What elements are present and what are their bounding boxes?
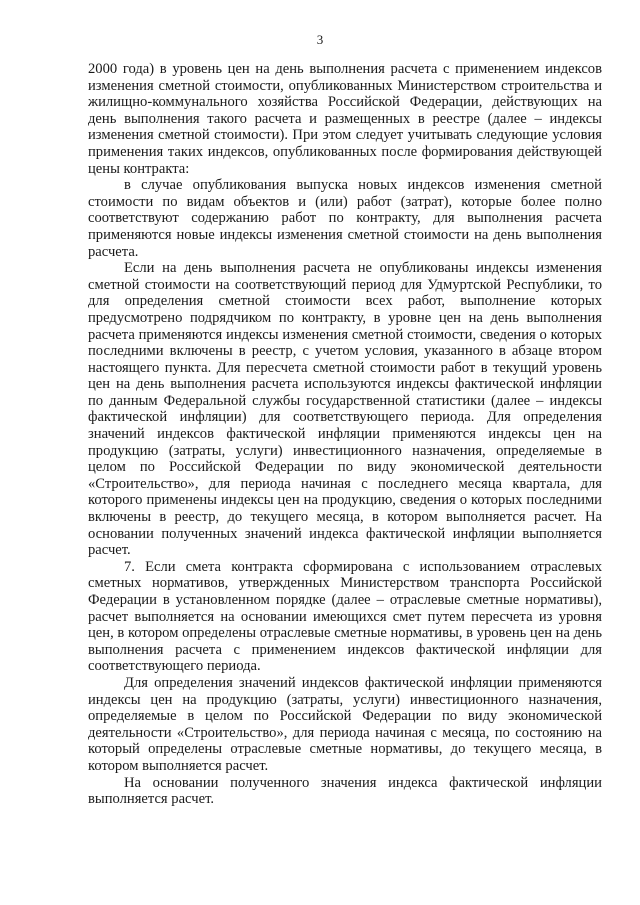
paragraph-continuation: 2000 года) в уровень цен на день выполнения расчета с применением индексов изменения сметной стоимости, опубликованных Министерством строительства и жилищно-коммунального хозяйства Российской Федерации, действующих на день выполнения такого расчета и размещенных в реестре (далее – индексы изменения сметной стоимости). При этом следует учитывать следующие условия применения таких индексов, опубликованных после формирования действующей цены контракта: [88, 61, 602, 177]
paragraph-new-indices-condition: в случае опубликования выпуска новых индексов изменения сметной стоимости по видам объектов и (или) работ (затрат), которые более полно соответствуют содержанию работ по контракту, для выполнения расчета применяются новые индексы изменения сметной стоимости на день выполнения расчета. [88, 177, 602, 260]
document-body [88, 61, 602, 808]
paragraph-unpublished-indices: Если на день выполнения расчета не опубликованы индексы изменения сметной стоимости на соответствующий период для Удмуртской Республики, то для определения сметной стоимости всех работ, выполнение которых предусмотрено подрядчиком по контракту, в уровне цен на день выполнения расчета применяются индексы изменения сметной стоимости, сведения о которых последними включены в реестр, с учетом условия, указанного в абзаце втором настоящего пункта. Для пересчета сметной стоимости работ в текущий уровень цен на день выполнения расчета используются индексы фактической инфляции по данным Федеральной службы государственной статистики (далее – индексы фактической инфляции) для соответствующего периода. Для определения значений индексов фактической инфляции применяются индексы цен на продукцию (затраты, услуги) инвестиционного назначения, определяемые в целом по Российской Федерации по виду экономической деятельности «Строительство», для периода начиная с последнего месяца квартала, для которого применены индексы цен на продукцию, сведения о которых последними включены в реестр, до текущего месяца, в котором выполняется расчет. На основании полученных значений индекса фактической инфляции выполняется расчет. [88, 260, 602, 559]
paragraph-item-7: 7. Если смета контракта сформирована с использованием отраслевых сметных нормативов, утвержденных Министерством транспорта Российской Федерации в установленном порядке (далее – отраслевые сметные нормативы), расчет выполняется на основании имеющихся смет путем пересчета из уровня цен, в котором определены отраслевые сметные нормативы, в уровень цен на день выполнения расчета с применением индексов фактической инфляции для соответствующего периода. [88, 558, 602, 675]
page-number: 3 [316, 32, 324, 47]
paragraph-inflation-index-definition: Для определения значений индексов фактической инфляции применяются индексы цен на продукцию (затраты, услуги) инвестиционного назначения, определяемые в целом по Российской Федерации по виду экономической деятельности «Строительство», для периода начиная с месяца, по состоянию на который определены отраслевые сметные нормативы, до текущего месяца, в котором выполняется расчет. [88, 674, 602, 774]
paragraph-final-calculation: На основании полученного значения индекса фактической инфляции выполняется расчет. [88, 774, 602, 808]
